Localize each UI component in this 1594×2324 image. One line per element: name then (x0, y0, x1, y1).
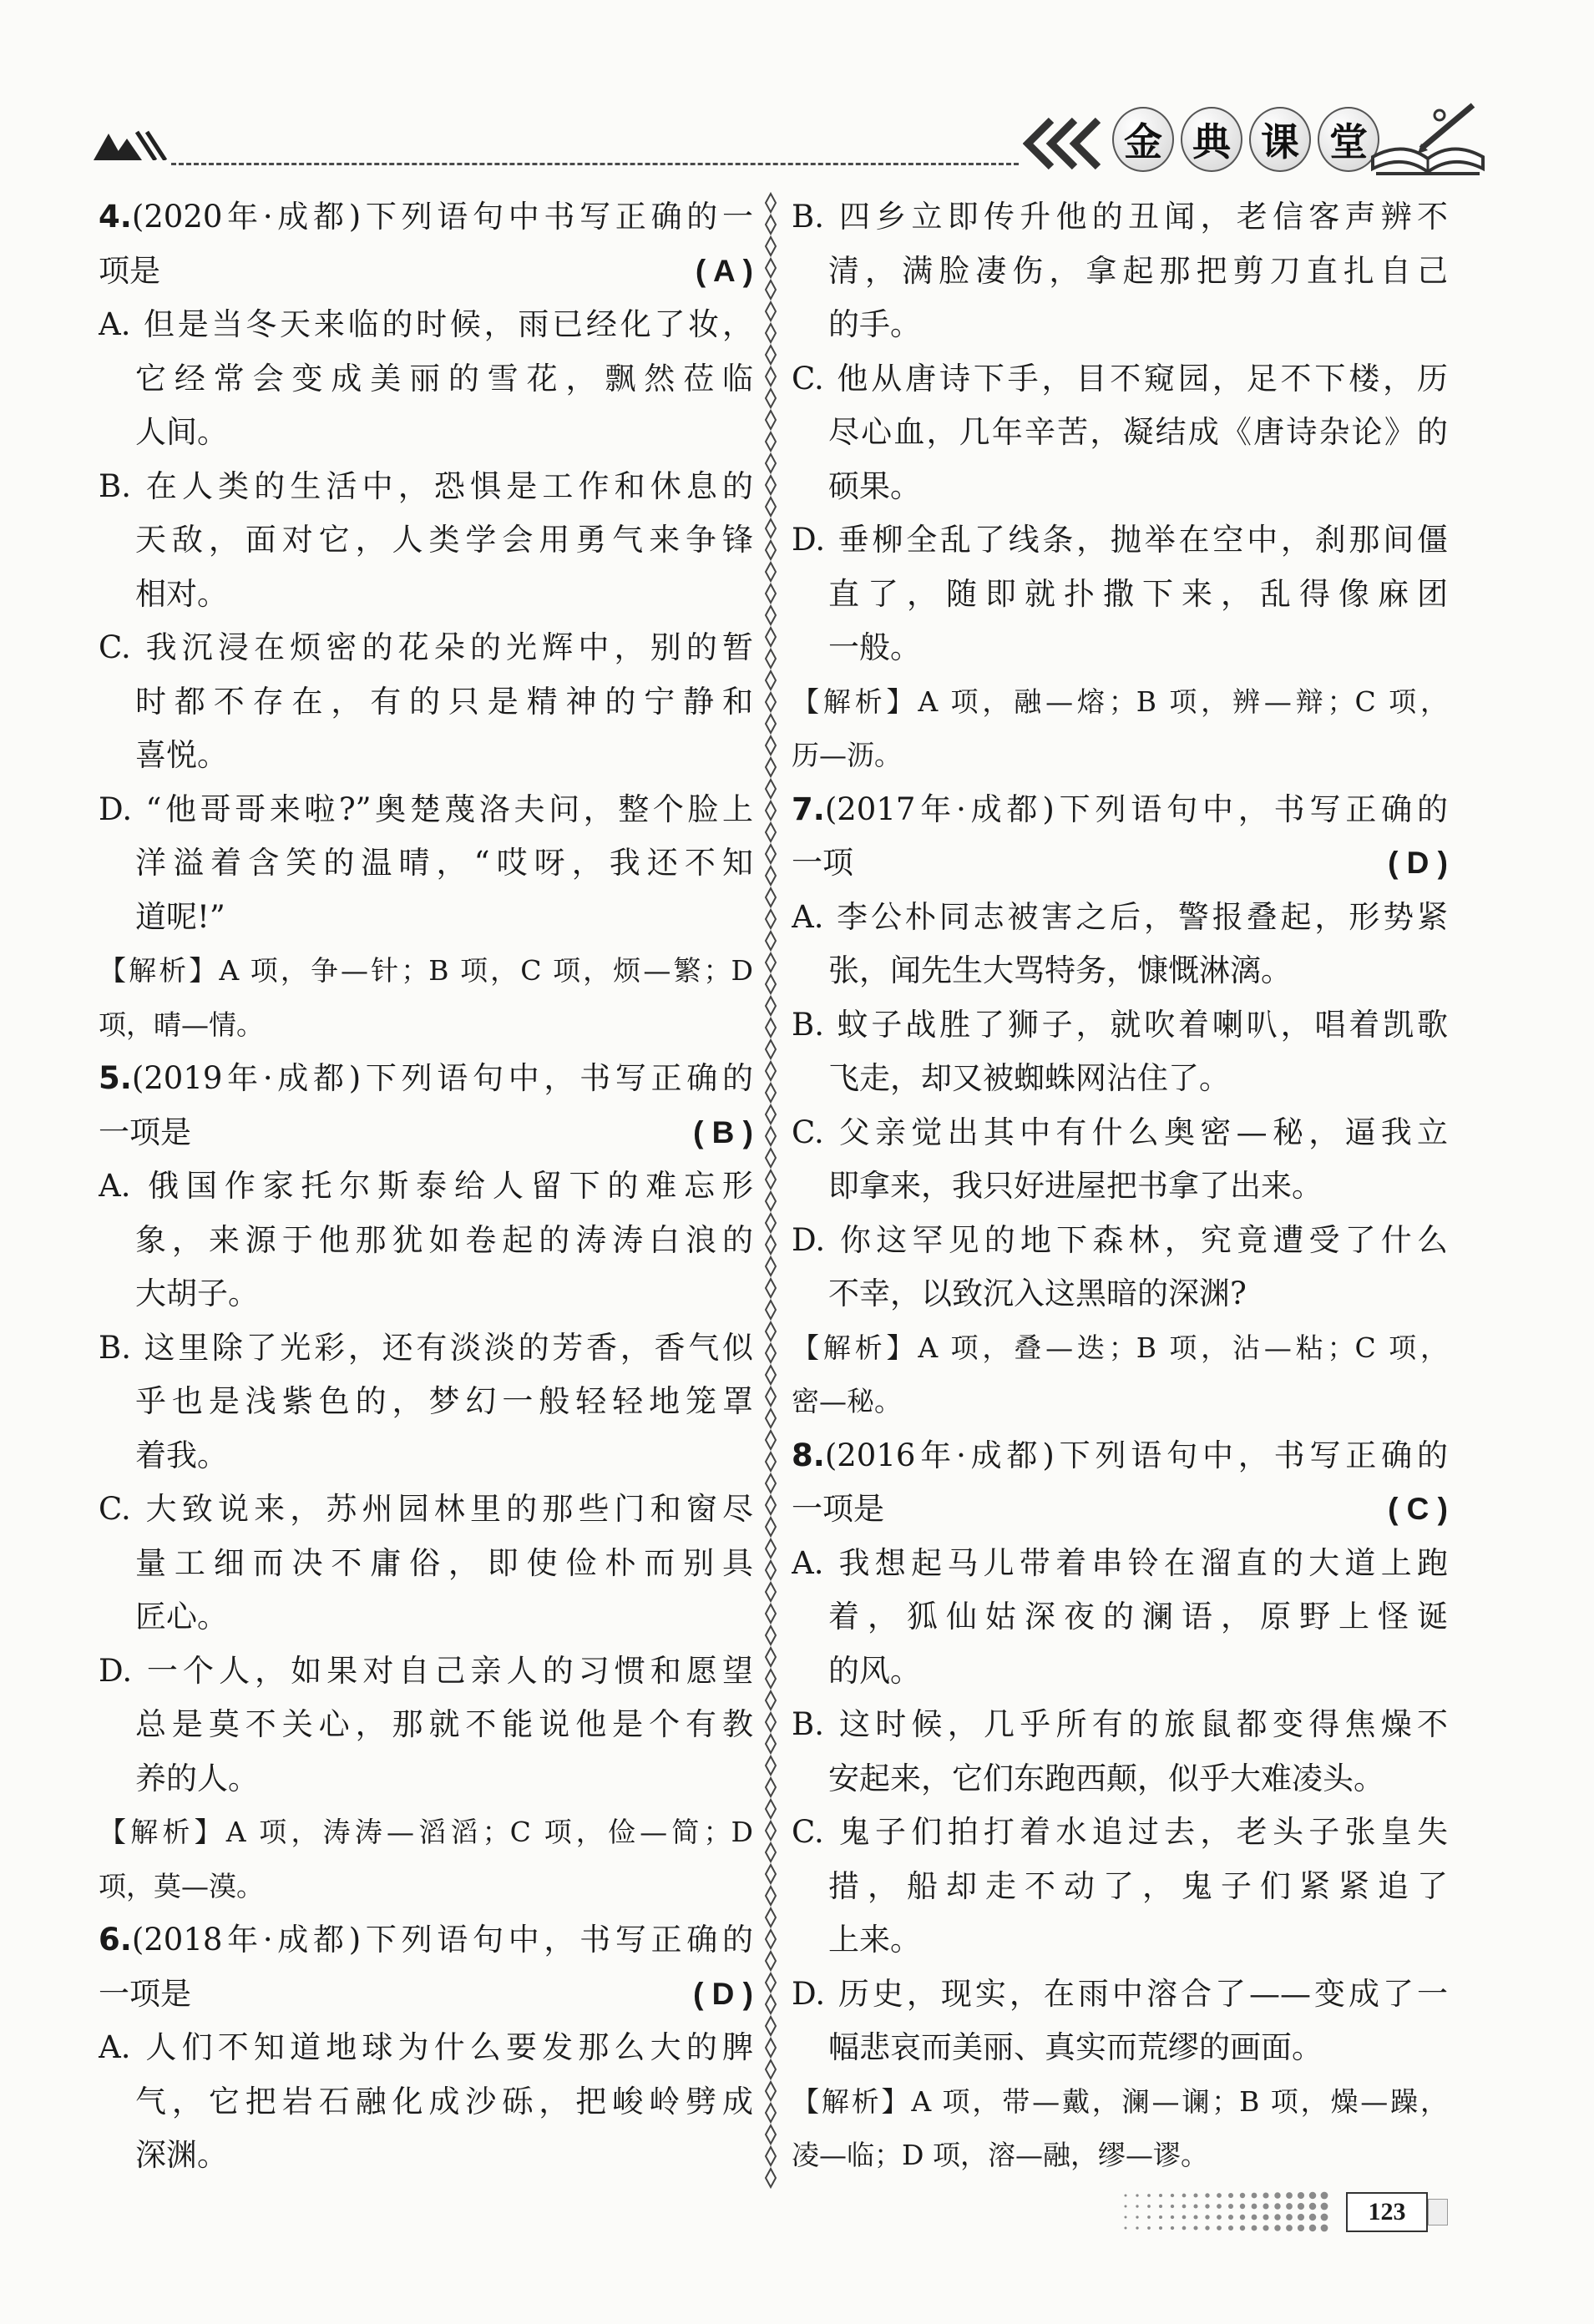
divider-diamond (766, 1496, 776, 1514)
footer-dot (1147, 2205, 1151, 2208)
footer-dot (1125, 2205, 1127, 2208)
option-continuation: 的风。 (828, 1652, 921, 1689)
divider-diamond (766, 1930, 776, 1948)
divider-diamond (766, 1366, 776, 1384)
question-line (792, 783, 1448, 837)
divider-diamond (766, 888, 776, 907)
option-line: D. “他哥哥来啦?”奥楚蔑洛夫问，整个脸上 (99, 791, 753, 827)
footer-dot (1147, 2215, 1151, 2219)
divider-diamond (766, 411, 776, 429)
divider-diamond (766, 1301, 776, 1319)
divider-diamond (766, 2039, 776, 2057)
divider-diamond (766, 2169, 776, 2187)
footer-dot (1205, 2193, 1209, 2197)
footer-dot (1274, 2214, 1280, 2220)
option-continuation: 它经常会变成美丽的雪花，飘然莅临 (135, 360, 753, 397)
divider-diamond (766, 1821, 776, 1840)
option-line: C. 鬼子们拍打着水追过去，老头子张皇失 (792, 1814, 1448, 1850)
footer-dot (1136, 2194, 1138, 2196)
footer-dot (1228, 2193, 1233, 2198)
option-continuation: 人间。 (135, 414, 228, 450)
divider-diamond (766, 2125, 776, 2144)
footer-dot (1252, 2204, 1257, 2210)
mountain-icon (94, 127, 169, 160)
footer-dot (1252, 2215, 1257, 2220)
footer-dot (1321, 2203, 1328, 2210)
option-continuation: 直了，随即就扑撒下来，乱得像麻团 (828, 575, 1448, 612)
divider-diamond (766, 1105, 776, 1124)
option-line: C. 他从唐诗下手，目不窥园，足不下楼，历 (792, 360, 1448, 397)
footer-dot (1252, 2225, 1257, 2231)
explanation-line: 历—沥。 (792, 739, 902, 771)
footer-dot (1159, 2226, 1162, 2230)
question-answer-line (792, 836, 1448, 891)
title-char: 堂 (1318, 107, 1379, 172)
question-line (792, 1429, 1448, 1483)
footer-dot (1171, 2226, 1174, 2230)
divider-diamond (766, 1084, 776, 1102)
divider-diamond (766, 1843, 776, 1862)
divider-diamond (766, 1127, 776, 1145)
divider-diamond (766, 519, 776, 538)
footer-dot (1171, 2205, 1174, 2208)
option-line: A. 俄国作家托尔斯泰给人留下的难忘形 (99, 1168, 753, 1204)
divider-diamond (766, 2147, 776, 2165)
divider-diamond (766, 1431, 776, 1449)
question-number: 4. (99, 199, 132, 235)
option-continuation: 清，满脸凄伤，拿起那把剪刀直扎自己 (828, 252, 1448, 289)
divider-diamond (766, 1952, 776, 1970)
explanation-line: 【解析】A 项，争—针；B 项，C 项，烦—繁；D (99, 954, 753, 987)
question-text: (2020年·成都)下列语句中书写正确的一 (131, 199, 753, 235)
footer-dot (1298, 2203, 1304, 2210)
footer-dot-pattern (1119, 2187, 1332, 2237)
footer-dot (1171, 2215, 1174, 2219)
footer-dot (1263, 2225, 1268, 2231)
divider-diamond (766, 454, 776, 472)
footer-dot (1193, 2204, 1197, 2208)
option-continuation: 总是莫不关心，那就不能说他是个有教 (135, 1706, 753, 1742)
footer-dot (1240, 2225, 1245, 2231)
option-continuation: 洋溢着含笑的温晴，“哎呀，我还不知 (135, 845, 753, 881)
footer-dot (1136, 2226, 1138, 2229)
divider-diamond (766, 823, 776, 841)
divider-diamond (766, 780, 776, 798)
footer-dot (1286, 2225, 1293, 2231)
divider-diamond (766, 975, 776, 993)
option-continuation: 象，来源于他那犹如卷起的涛涛白浪的 (135, 1221, 753, 1258)
question-text: (2017年·成都)下列语句中，书写正确的 (824, 791, 1448, 827)
divider-diamond (766, 1235, 776, 1254)
footer-dot (1228, 2215, 1233, 2220)
footer-dot (1274, 2203, 1280, 2209)
footer-dot (1309, 2214, 1316, 2220)
option-continuation: 硕果。 (828, 467, 921, 504)
divider-diamond (766, 1452, 776, 1471)
option-continuation: 大胡子。 (135, 1276, 259, 1311)
option-continuation: 一般。 (828, 629, 921, 665)
footer-dot (1252, 2193, 1257, 2199)
divider-diamond (766, 1973, 776, 1992)
divider-diamond (766, 671, 776, 690)
divider-diamond (766, 953, 776, 972)
footer-dot (1228, 2204, 1233, 2209)
footer-dot (1159, 2194, 1162, 2197)
option-continuation: 尽心血，几年辛苦，凝结成《唐诗杂论》的 (828, 414, 1448, 450)
divider-diamond (766, 693, 776, 711)
option-continuation: 飞走，却又被蜘蛛网沾住了。 (828, 1060, 1230, 1096)
option-continuation: 着我。 (135, 1437, 228, 1473)
divider-diamond (766, 1865, 776, 1883)
title-char: 典 (1181, 107, 1242, 172)
divider-diamond (766, 715, 776, 733)
option-line: A. 我想起马儿带着串铃在溜直的大道上跑 (792, 1544, 1448, 1581)
divider-diamond (766, 1192, 776, 1210)
divider-diamond (766, 389, 776, 407)
divider-diamond (766, 1040, 776, 1058)
page-tab (1428, 2199, 1448, 2225)
footer-dot (1125, 2195, 1127, 2197)
answer-mark: ( B ) (693, 1114, 753, 1149)
footer-dot (1286, 2203, 1293, 2210)
divider-diamond (766, 1604, 776, 1623)
header-title (1112, 107, 1379, 177)
footer-dot (1286, 2192, 1293, 2199)
option-line: B. 这时候，几乎所有的旅鼠都变得焦燥不 (792, 1706, 1448, 1742)
option-line: D. 你这罕见的地下森林，究竟遭受了什么 (792, 1221, 1448, 1258)
divider-diamond (766, 280, 776, 299)
option-continuation: 乎也是浅紫色的，梦幻一般轻轻地笼罩 (135, 1383, 753, 1419)
footer-dot (1159, 2215, 1162, 2219)
question-answer-line (99, 1968, 753, 2022)
footer-dot (1205, 2215, 1209, 2219)
divider-diamond (766, 1583, 776, 1601)
divider-diamond (766, 1062, 776, 1080)
footer-dot (1263, 2203, 1268, 2209)
left-column (99, 190, 753, 2183)
option-continuation: 幅悲哀而美丽、真实而荒缪的画面。 (828, 2029, 1323, 2065)
divider-diamond (766, 259, 776, 277)
question-number: 8. (792, 1437, 825, 1473)
title-char: 金 (1112, 107, 1174, 172)
divider-diamond (766, 1561, 776, 1579)
question-answer-line (99, 1106, 753, 1160)
question-text: 一项 (792, 845, 853, 881)
answer-mark: ( C ) (1388, 1492, 1448, 1526)
question-text: (2016年·成都)下列语句中，书写正确的 (824, 1437, 1448, 1473)
option-continuation: 量工细而决不庸俗，即使俭朴而别具 (135, 1544, 753, 1581)
footer-dot (1182, 2226, 1187, 2231)
footer-dot (1274, 2192, 1280, 2198)
option-line: D. 历史，现实，在雨中溶合了——变成了一 (792, 1975, 1448, 2012)
divider-diamond (766, 1387, 776, 1406)
option-continuation: 张，闻先生大骂特务，慷慨淋漓。 (828, 952, 1292, 988)
footer-dot (1182, 2194, 1187, 2198)
footer-dot (1125, 2216, 1127, 2219)
option-line: B. 四乡立即传升他的丑闻，老信客声辨不 (792, 199, 1448, 235)
footer-dot (1309, 2192, 1316, 2199)
divider-diamond (766, 1257, 776, 1276)
explanation-line: 【解析】A 项，涛涛—滔滔；C 项，俭—简；D (99, 1816, 753, 1848)
question-text: (2019年·成都)下列语句中，书写正确的 (131, 1060, 753, 1096)
divider-diamond (766, 1735, 776, 1753)
footer-dot (1298, 2225, 1304, 2231)
divider-diamond (766, 584, 776, 603)
option-continuation: 天敌，面对它，人类学会用勇气来争锋 (135, 522, 753, 558)
divider-diamond (766, 801, 776, 820)
option-continuation: 匠心。 (135, 1599, 228, 1634)
option-line: A. 人们不知道地球为什么要发那么大的脾 (99, 2029, 753, 2065)
footer-dot (1217, 2215, 1222, 2220)
footer-dot (1321, 2192, 1328, 2200)
option-line: C. 大致说来，苏州园林里的那些门和窗尽 (99, 1491, 753, 1527)
option-line: A. 但是当冬天来临的时候，雨已经化了妆， (99, 306, 753, 342)
header-dashed-rule (171, 163, 1019, 165)
divider-diamond (766, 910, 776, 928)
divider-diamond (766, 367, 776, 386)
footer-dot (1240, 2193, 1245, 2198)
option-continuation: 上来。 (828, 1922, 921, 1958)
divider-diamond (766, 237, 776, 255)
chevrons-left-icon (1023, 117, 1111, 170)
explanation-line: 【解析】A 项，融—熔；B 项，辨—辩；C 项， (792, 685, 1448, 718)
explanation-line: 凌—临；D 项，溶—融，缪—谬。 (792, 2139, 1208, 2171)
divider-diamond (766, 1995, 776, 2013)
question-line (99, 190, 753, 245)
footer-dot (1286, 2214, 1293, 2220)
divider-diamond (766, 302, 776, 321)
question-text: 一项是 (99, 1114, 191, 1150)
footer-dot (1136, 2205, 1138, 2207)
footer-dot (1205, 2204, 1209, 2208)
explanation-line: 【解析】A 项，带—戴，澜—谰；B 项，燥—躁， (792, 2084, 1448, 2118)
divider-diamond (766, 736, 776, 755)
divider-diamond (766, 1149, 776, 1167)
question-text: (2018年·成都)下列语句中，书写正确的 (131, 1922, 753, 1958)
option-continuation: 安起来，它们东跑西颠，似乎大难凌头。 (828, 1760, 1384, 1796)
question-text: 一项是 (99, 1975, 191, 2012)
option-line: C. 我沉浸在烦密的花朵的光辉中，别的暂 (99, 629, 753, 665)
divider-diamond (766, 1887, 776, 1905)
footer-dot (1147, 2194, 1151, 2197)
option-line: D. 一个人，如果对自己亲人的习惯和愿望 (99, 1652, 753, 1689)
option-line: D. 垂柳全乱了线条，抛举在空中，刹那间僵 (792, 522, 1448, 558)
divider-diamond (766, 1713, 776, 1731)
divider-diamond (766, 563, 776, 581)
divider-diamond (766, 1518, 776, 1536)
footer-dot (1309, 2203, 1316, 2210)
footer-dot (1263, 2192, 1268, 2198)
divider-diamond (766, 476, 776, 494)
question-line (99, 1913, 753, 1968)
page-header (0, 0, 1594, 192)
option-continuation: 相对。 (135, 575, 228, 612)
option-line: C. 父亲觉出其中有什么奥密—秘，逼我立 (792, 1114, 1448, 1150)
option-continuation: 深渊。 (135, 2137, 228, 2173)
footer-dot (1205, 2225, 1209, 2230)
footer-dot (1217, 2193, 1222, 2198)
divider-diamond (766, 324, 776, 342)
footer-dot (1240, 2215, 1245, 2220)
footer-dot (1309, 2225, 1316, 2231)
footer-dot (1217, 2204, 1222, 2209)
option-continuation: 即拿来，我只好进屋把书拿了出来。 (828, 1168, 1323, 1204)
option-continuation: 喜悦。 (135, 737, 228, 773)
option-continuation: 道呢!” (135, 898, 225, 935)
divider-diamond (766, 2060, 776, 2079)
option-continuation: 不幸，以致沉入这黑暗的深渊? (828, 1276, 1247, 1311)
divider-diamond (766, 498, 776, 516)
divider-diamond (766, 1279, 776, 1297)
option-continuation: 养的人。 (135, 1760, 259, 1796)
footer-dot (1136, 2215, 1138, 2218)
option-continuation: 着，狐仙姑深夜的澜语，原野上怪诞 (828, 1599, 1448, 1634)
option-continuation: 气，它把岩石融化成沙砾，把峻岭劈成 (135, 2083, 753, 2119)
question-text: 一项是 (792, 1491, 884, 1527)
explanation-line: 项，莫—漠。 (99, 1869, 264, 1902)
divider-diamond (766, 649, 776, 668)
question-number: 5. (99, 1060, 132, 1096)
divider-diamond (766, 758, 776, 776)
page-number: 123 (1346, 2192, 1428, 2232)
divider-diamond (766, 194, 776, 212)
divider-diamond (766, 2104, 776, 2122)
question-number: 7. (792, 791, 825, 827)
explanation-line: 【解析】A 项，叠—迭；B 项，沾—粘；C 项， (792, 1331, 1448, 1364)
footer-dot (1182, 2205, 1187, 2209)
divider-diamond (766, 1214, 776, 1232)
divider-diamond (766, 997, 776, 1015)
footer-dot (1321, 2225, 1328, 2232)
footer-dot (1193, 2215, 1197, 2219)
footer-dot (1321, 2214, 1328, 2221)
divider-diamond (766, 2082, 776, 2100)
divider-diamond (766, 541, 776, 559)
divider-diamond (766, 1409, 776, 1427)
footer-dot (1182, 2215, 1187, 2220)
divider-diamond (766, 628, 776, 646)
divider-diamond (766, 866, 776, 885)
footer-dot (1217, 2225, 1222, 2231)
book-pen-icon (1369, 99, 1486, 179)
question-answer-line (792, 1483, 1448, 1537)
explanation-line: 项，晴—情。 (99, 1008, 264, 1041)
divider-diamond (766, 1778, 776, 1796)
footer-dot (1125, 2227, 1127, 2230)
answer-mark: ( D ) (693, 1976, 753, 2011)
divider-diamond (766, 1670, 776, 1688)
divider-diamond (766, 1691, 776, 1710)
question-number: 6. (99, 1922, 132, 1958)
option-line: B. 这里除了光彩，还有淡淡的芳香，香气似 (99, 1329, 753, 1366)
column-divider (762, 189, 780, 2192)
footer-dot (1274, 2225, 1280, 2231)
option-line: A. 李公朴同志被害之后，警报叠起，形势紧 (792, 898, 1448, 935)
answer-mark: ( D ) (1388, 846, 1448, 880)
divider-diamond (766, 1018, 776, 1037)
divider-diamond (766, 1539, 776, 1558)
divider-diamond (766, 1648, 776, 1666)
footer-dot (1171, 2194, 1174, 2197)
divider-diamond (766, 932, 776, 950)
option-continuation: 的手。 (828, 306, 921, 342)
footer-dot (1159, 2205, 1162, 2208)
divider-diamond (766, 1322, 776, 1341)
question-answer-line (99, 245, 753, 299)
footer-dot (1298, 2192, 1304, 2199)
title-char: 课 (1249, 107, 1311, 172)
footer-dot (1240, 2204, 1245, 2209)
footer-dot (1193, 2193, 1197, 2197)
divider-diamond (766, 215, 776, 234)
divider-diamond (766, 432, 776, 451)
divider-diamond (766, 606, 776, 624)
divider-diamond (766, 1800, 776, 1818)
footer-dot (1193, 2225, 1197, 2230)
option-line: B. 蚊子战胜了狮子，就吹着喇叭，唱着凯歌 (792, 1006, 1448, 1043)
divider-diamond (766, 845, 776, 863)
question-line (99, 1052, 753, 1106)
divider-diamond (766, 2017, 776, 2035)
footer-dot (1298, 2214, 1304, 2220)
divider-diamond (766, 1344, 776, 1362)
divider-diamond (766, 1908, 776, 1927)
answer-mark: ( A ) (695, 253, 753, 288)
divider-diamond (766, 1170, 776, 1189)
option-line: B. 在人类的生活中，恐惧是工作和休息的 (99, 467, 753, 504)
question-text: 项是 (99, 252, 160, 289)
option-continuation: 时都不存在，有的只是精神的宁静和 (135, 683, 753, 720)
footer-dot (1228, 2225, 1233, 2231)
divider-diamond (766, 346, 776, 364)
footer-dot (1147, 2226, 1151, 2230)
divider-diamond (766, 1474, 776, 1493)
divider-diamond (766, 1626, 776, 1644)
option-continuation: 措，船却走不动了，鬼子们紧紧追了 (828, 1867, 1448, 1904)
explanation-line: 密—秘。 (792, 1385, 902, 1417)
right-column (792, 190, 1448, 2183)
divider-diamond (766, 1756, 776, 1775)
footer-dot (1263, 2214, 1268, 2220)
